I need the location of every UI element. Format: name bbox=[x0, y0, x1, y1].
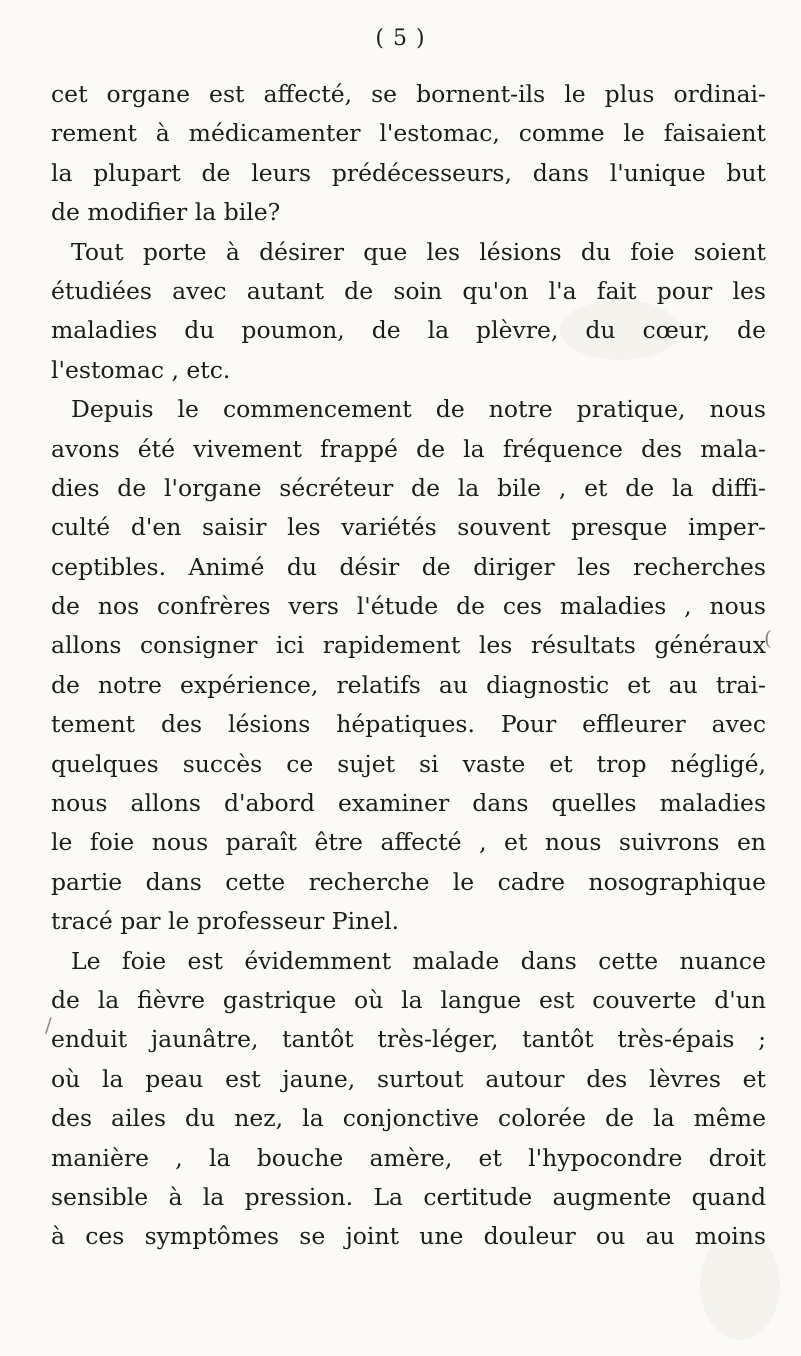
margin-mark: / bbox=[45, 1013, 52, 1037]
text-line: tement des lésions hépatiques. Pour effleurer avec bbox=[51, 710, 766, 739]
margin-mark: ( bbox=[764, 626, 772, 650]
text-line: avons été vivement frappé de la fréquence des mala- bbox=[51, 434, 766, 463]
text-line: de la fièvre gastrique où la langue est couverte d'un bbox=[51, 985, 766, 1014]
text-line: Tout porte à désirer que les lésions du foie soient bbox=[71, 237, 766, 266]
text-line: partie dans cette recherche le cadre nosographique bbox=[51, 867, 766, 896]
text-line: dies de l'organe sécréteur de la bile , et de la diffi- bbox=[51, 473, 766, 502]
text-line: allons consigner ici rapidement les résultats généraux bbox=[51, 631, 766, 660]
text-line: à ces symptômes se joint une douleur ou au moins bbox=[51, 1222, 766, 1251]
text-line: de notre expérience, relatifs au diagnostic et au trai- bbox=[51, 670, 766, 699]
text-line: étudiées avec autant de soin qu'on l'a fait pour les bbox=[51, 276, 766, 305]
text-line: le foie nous paraît être affecté , et nous suivrons en bbox=[51, 828, 766, 857]
text-line: Depuis le commencement de notre pratique, nous bbox=[71, 395, 766, 424]
text-line: culté d'en saisir les variétés souvent presque imper- bbox=[51, 513, 766, 542]
page-number: ( 5 ) bbox=[375, 26, 426, 51]
text-line: nous allons d'abord examiner dans quelles maladies bbox=[51, 789, 766, 818]
text-line: ceptibles. Animé du désir de diriger les recherches bbox=[51, 552, 766, 581]
text-line: cet organe est affecté, se bornent-ils le plus ordinai- bbox=[51, 80, 766, 108]
text-line: de nos confrères vers l'étude de ces maladies , nous bbox=[51, 592, 766, 621]
text-line: maladies du poumon, de la plèvre, du cœur, de bbox=[51, 316, 766, 345]
text-line: la plupart de leurs prédécesseurs, dans l'unique but bbox=[51, 158, 766, 187]
text-line: tracé par le professeur Pinel. bbox=[51, 907, 400, 936]
text-line: des ailes du nez, la conjonctive colorée de la même bbox=[51, 1104, 766, 1133]
text-line: manière , la bouche amère, et l'hypocondre droit bbox=[51, 1143, 766, 1172]
body-text bbox=[51, 75, 766, 1257]
text-line: l'estomac , etc. bbox=[51, 355, 231, 384]
text-line: Le foie est évidemment malade dans cette nuance bbox=[71, 946, 766, 975]
text-line: enduit jaunâtre, tantôt très-léger, tantôt très-épais ; bbox=[51, 1025, 766, 1054]
text-line: quelques succès ce sujet si vaste et trop négligé, bbox=[51, 749, 766, 778]
text-line: sensible à la pression. La certitude augmente quand bbox=[51, 1182, 766, 1211]
text-line: de modifier la bile? bbox=[51, 198, 281, 227]
text-line: où la peau est jaune, surtout autour des lèvres et bbox=[51, 1064, 766, 1093]
text-line: rement à médicamenter l'estomac, comme le faisaient bbox=[51, 119, 766, 148]
